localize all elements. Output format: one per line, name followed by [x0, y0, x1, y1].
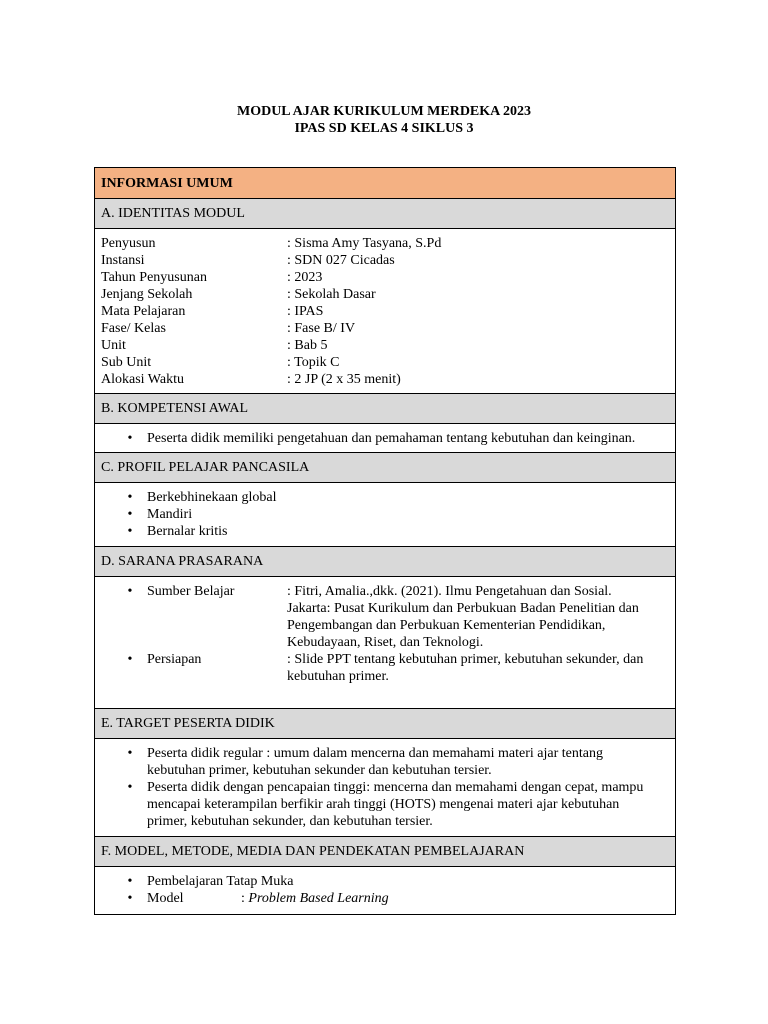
- list-item: [101, 651, 675, 685]
- identitas-row: [101, 252, 675, 269]
- model-value: Problem Based Learning: [248, 891, 389, 906]
- identitas-body: [95, 229, 675, 394]
- identitas-value: : Sisma Amy Tasyana, S.Pd: [287, 236, 442, 251]
- title-line-1: MODUL AJAR KURIKULUM MERDEKA 2023: [236, 104, 531, 119]
- list-item: [101, 779, 675, 830]
- identitas-key: Sub Unit: [101, 355, 152, 370]
- identitas-row: [101, 371, 675, 388]
- identitas-key: Mata Pelajaran: [101, 304, 186, 319]
- identitas-value: : Bab 5: [287, 338, 328, 353]
- section-header-informasi-umum: INFORMASI UMUM: [95, 168, 675, 199]
- identitas-value: : SDN 027 Cicadas: [287, 253, 395, 268]
- list-item: [101, 506, 675, 523]
- bullet-icon: •: [127, 891, 133, 906]
- list-item: [101, 489, 675, 506]
- bullet-icon: •: [127, 746, 133, 761]
- profil-body: [95, 483, 675, 547]
- sarana-key: Sumber Belajar: [147, 584, 235, 599]
- identitas-value: : 2 JP (2 x 35 menit): [287, 372, 401, 387]
- list-item-text: Bernalar kritis: [147, 524, 228, 539]
- module-table: [94, 167, 676, 915]
- identitas-value: : Sekolah Dasar: [287, 287, 376, 302]
- model-key: Model: [147, 891, 184, 906]
- list-item: [101, 430, 675, 447]
- section-heading-kompetensi: B. KOMPETENSI AWAL: [95, 394, 675, 424]
- section-heading-profil: C. PROFIL PELAJAR PANCASILA: [95, 453, 675, 483]
- list-item-text: Peserta didik memiliki pengetahuan dan pemahaman tentang kebutuhan dan keinginan.: [147, 431, 636, 446]
- section-heading-target: E. TARGET PESERTA DIDIK: [95, 709, 675, 739]
- bullet-icon: •: [127, 490, 133, 505]
- list-item: [101, 523, 675, 540]
- bullet-icon: •: [127, 431, 133, 446]
- identitas-row: [101, 337, 675, 354]
- list-item-text: Pembelajaran Tatap Muka: [147, 874, 294, 889]
- identitas-value: : Fase B/ IV: [287, 321, 356, 336]
- identitas-key: Unit: [101, 338, 126, 353]
- bullet-icon: •: [127, 780, 133, 795]
- sarana-value: : Fitri, Amalia.,dkk. (2021). Ilmu Pengetahuan dan Sosial. Jakarta: Pusat Kurikulum dan Perbukuan Badan Penelitian dan Pengembangan dan Perbukuan Kementerian Pendidikan, Kebudayaan, Riset, dan Teknologi.: [287, 584, 639, 650]
- model-body: [95, 867, 675, 914]
- list-item: [101, 873, 675, 890]
- list-item-text: Mandiri: [147, 507, 193, 522]
- identitas-row: [101, 354, 675, 371]
- identitas-value: : IPAS: [287, 304, 324, 319]
- bullet-icon: •: [127, 507, 133, 522]
- identitas-key: Penyusun: [101, 236, 156, 251]
- list-item-text: Peserta didik regular : umum dalam mencerna dan memahami materi ajar tentang kebutuhan primer, kebutuhan sekunder dan kebutuhan tersier.: [147, 746, 603, 778]
- section-heading-sarana: D. SARANA PRASARANA: [95, 547, 675, 577]
- sarana-key: Persiapan: [147, 652, 202, 667]
- list-item-text: Berkebhinekaan global: [147, 490, 277, 505]
- identitas-row: [101, 269, 675, 286]
- list-item: [101, 890, 675, 907]
- bullet-icon: •: [127, 652, 133, 667]
- list-item-text: Peserta didik dengan pencapaian tinggi: mencerna dan memahami dengan cepat, mampu mencapai keterampilan berfikir arah tinggi (HOTS) mengenai materi ajar kebutuhan primer, kebutuhan sekunder, dan kebutuhan tersier.: [147, 780, 644, 829]
- title-line-2: IPAS SD KELAS 4 SIKLUS 3: [294, 121, 474, 136]
- list-item: [101, 583, 675, 651]
- bullet-icon: •: [127, 874, 133, 889]
- identitas-row: [101, 286, 675, 303]
- identitas-row: [101, 303, 675, 320]
- list-item: [101, 745, 675, 779]
- identitas-key: Jenjang Sekolah: [101, 287, 193, 302]
- document-title: [0, 103, 768, 137]
- model-value-prefix: :: [241, 891, 249, 906]
- identitas-value: : Topik C: [287, 355, 340, 370]
- section-heading-model: F. MODEL, METODE, MEDIA DAN PENDEKATAN PEMBELAJARAN: [95, 837, 675, 867]
- section-heading-identitas: A. IDENTITAS MODUL: [95, 199, 675, 229]
- identitas-key: Instansi: [101, 253, 145, 268]
- sarana-value: : Slide PPT tentang kebutuhan primer, kebutuhan sekunder, dan kebutuhan primer.: [287, 652, 644, 684]
- identitas-value: : 2023: [287, 270, 323, 285]
- identitas-key: Alokasi Waktu: [101, 372, 184, 387]
- identitas-key: Fase/ Kelas: [101, 321, 166, 336]
- identitas-row: [101, 235, 675, 252]
- bullet-icon: •: [127, 584, 133, 599]
- kompetensi-body: [95, 424, 675, 453]
- target-body: [95, 739, 675, 837]
- bullet-icon: •: [127, 524, 133, 539]
- identitas-key: Tahun Penyusunan: [101, 270, 207, 285]
- identitas-row: [101, 320, 675, 337]
- sarana-body: [95, 577, 675, 709]
